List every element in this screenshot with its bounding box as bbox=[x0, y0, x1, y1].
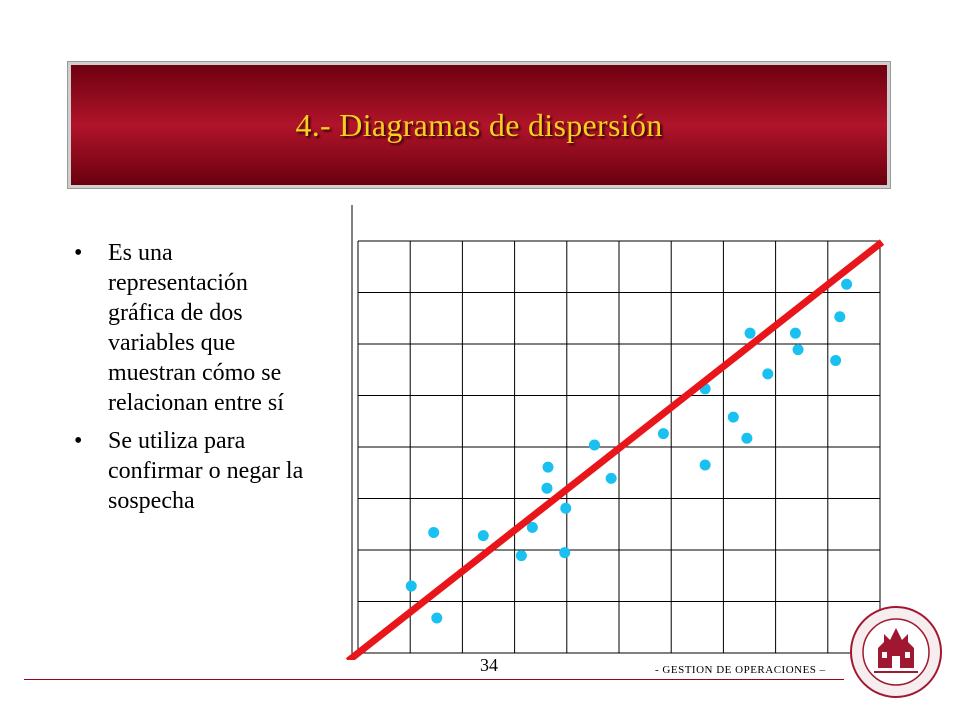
university-seal-icon bbox=[848, 604, 944, 700]
page-number: 34 bbox=[480, 655, 498, 675]
data-point bbox=[516, 550, 527, 561]
data-point bbox=[543, 462, 554, 473]
data-point bbox=[541, 483, 552, 494]
footer-divider bbox=[24, 679, 844, 680]
footer-text: - GESTION DE OPERACIONES – bbox=[655, 664, 826, 676]
bullet-list bbox=[70, 238, 310, 524]
data-point bbox=[428, 527, 439, 538]
slide-title: 4.- Diagramas de dispersión bbox=[295, 106, 663, 143]
trend-line bbox=[348, 242, 882, 660]
data-point bbox=[700, 460, 711, 471]
data-point bbox=[559, 547, 570, 558]
bullet-item bbox=[70, 426, 310, 516]
bullet-item bbox=[70, 238, 310, 418]
data-point bbox=[745, 328, 756, 339]
data-point bbox=[830, 355, 841, 366]
bullet-text: Se utiliza para confirmar o negar la sospecha bbox=[108, 428, 304, 514]
data-point bbox=[728, 412, 739, 423]
data-point bbox=[762, 368, 773, 379]
title-banner bbox=[68, 62, 890, 188]
data-point bbox=[478, 530, 489, 541]
bullet-icon: • bbox=[74, 240, 83, 266]
data-point bbox=[793, 344, 804, 355]
data-point bbox=[658, 428, 669, 439]
data-point bbox=[406, 581, 417, 592]
data-point bbox=[741, 433, 752, 444]
data-point bbox=[841, 279, 852, 290]
data-point bbox=[589, 439, 600, 450]
bullet-text: Es una representación gráfica de dos variables que muestran cómo se relacionan entre sí bbox=[108, 240, 284, 416]
data-point bbox=[834, 311, 845, 322]
data-point bbox=[606, 473, 617, 484]
data-point bbox=[431, 612, 442, 623]
bullet-icon: • bbox=[74, 428, 83, 454]
scatter-chart bbox=[340, 205, 890, 660]
data-point bbox=[790, 328, 801, 339]
data-point bbox=[560, 503, 571, 514]
